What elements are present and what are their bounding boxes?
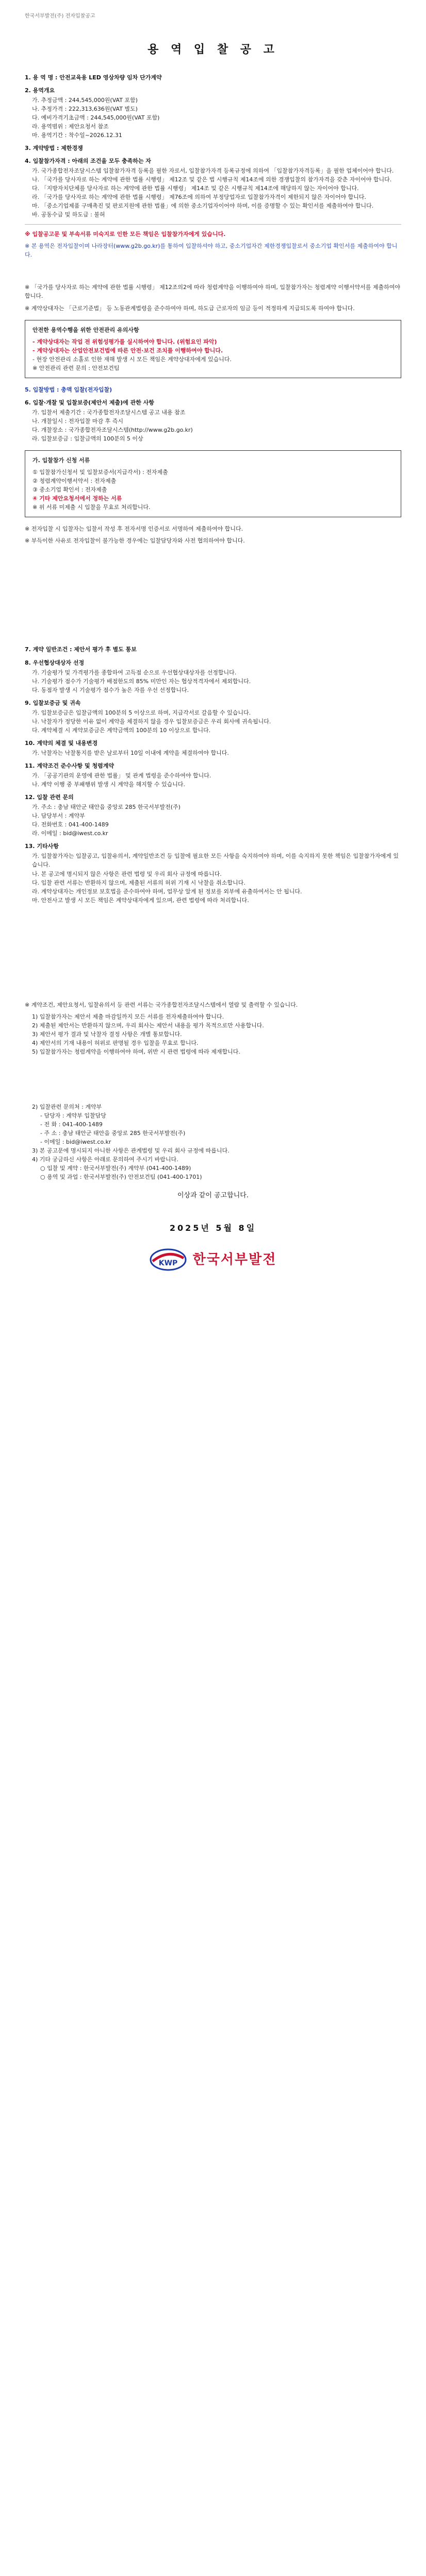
- section-5-6: [25, 385, 401, 443]
- contract-heading: 10. 계약의 체결 및 내용변경: [25, 739, 98, 747]
- qualification-item: 라. 「국가를 당사자로 하는 계약에 관한 법률 시행령」 제76조에 의하여 부정당업자로 입찰참가자격이 제한되지 않은 자이어야 합니다.: [32, 194, 366, 201]
- kwp-logo-icon: [150, 1248, 187, 1272]
- qualification-item: 다. 「지방자치단체를 당사자로 하는 계약에 관한 법률 시행령」 제14조 및 같은 시행규칙 제14조에 해당하지 않는 자이어야 합니다.: [32, 185, 359, 192]
- qualification-item: 나. 「국가를 당사자로 하는 계약에 관한 법률 시행령」 제12조 및 같은 법 시행규칙 제14조에 의한 경쟁입찰의 참가자격을 갖춘 자이어야 합니다.: [32, 176, 392, 183]
- overview-line: 다. 예비가격기초금액 : 244,545,000원(VAT 포함): [32, 114, 160, 121]
- bid-method: 5. 입찰방법 : 총액 입찰(전자입찰): [25, 386, 112, 393]
- deposit-line: 가. 입찰보증금은 입찰금액의 100분의 5 이상으로 하며, 지급각서로 갈음할 수 있습니다.: [32, 709, 251, 716]
- general-terms: 7. 계약 일반조건 : 제안서 평가 후 별도 통보: [25, 646, 137, 653]
- qualification-item: 마. 「중소기업제품 구매촉진 및 판로지원에 관한 법률」에 의한 중소기업자이어야 하며, 이를 증명할 수 있는 확인서를 제출하여야 합니다.: [32, 202, 374, 210]
- safety-line: - 계약상대자는 산업안전보건법에 따른 안전·보건 조치를 이행하여야 합니다.: [32, 347, 223, 354]
- service-name: 1. 용 역 명 : 안전교육용 LED 영상차량 임차 단가계약: [25, 74, 162, 81]
- inquiry-title: 2) 입찰관련 문의처 : 계약부: [32, 1103, 102, 1110]
- e-bid-note: ※ 전자입찰 시 입찰자는 입찰서 작성 후 전자서명 인증서로 서명하여 제출하여야 합니다.: [25, 526, 243, 533]
- inquiry-line: - 이메일 : bid@iwest.co.kr: [40, 1139, 111, 1146]
- safety-line: - 계약상대자는 작업 전 위험성평가를 실시하여야 합니다. (위험요인 파악): [32, 338, 217, 345]
- contact-line: 가. 주소 : 충남 태안군 태안읍 중앙로 285 한국서부발전(주): [32, 804, 181, 811]
- page-title: 용 역 입 찰 공 고: [148, 43, 278, 56]
- inquiry-line: - 전 화 : 041-400-1489: [40, 1121, 103, 1128]
- final-item: 5) 입찰참가자는 청렴계약을 이행하여야 하며, 위반 시 관련 법령에 따라 제재합니다.: [32, 1048, 240, 1055]
- etc-line: 가. 입찰참가자는 입찰공고, 입찰유의서, 계약일반조건 등 입찰에 필요한 모든 사항을 숙지하여야 하며, 이를 숙지하지 못한 책임은 입찰참가자에게 있습니다.: [32, 853, 399, 869]
- bid-line: 나. 개찰일시 : 전자입찰 마감 후 즉시: [32, 417, 123, 425]
- compliance-line: 가. 「공공기관의 운영에 관한 법률」 및 관계 법령을 준수하여야 합니다.: [32, 772, 211, 779]
- etc-line: 마. 안전사고 발생 시 모든 책임은 계약상대자에게 있으며, 관련 법령에 따라 처리합니다.: [32, 896, 249, 904]
- after-line: ○ 용역 및 과업 : 한국서부발전(주) 안전보건팀 (041-400-1701): [40, 1174, 202, 1181]
- deposit-line: 다. 계약체결 시 계약보증금은 계약금액의 100분의 10 이상으로 합니다.: [32, 726, 211, 734]
- company-name: 한국서부발전: [192, 1252, 277, 1268]
- section-7-13: [25, 645, 401, 904]
- document-item: ② 청렴계약이행서약서 : 전자제출: [32, 478, 117, 485]
- final-item: 3) 제안서 평가 결과 및 낙찰자 결정 사항은 개별 통보합니다.: [32, 1030, 182, 1038]
- overview-line: 가. 추정금액 : 244,545,000원(VAT 포함): [32, 96, 138, 104]
- contact-line: 나. 담당부서 : 계약부: [32, 812, 85, 820]
- inquiry-line: - 담당자 : 계약부 입찰담당: [40, 1112, 106, 1120]
- after-line: 3) 본 공고문에 명시되지 아니한 사항은 관계법령 및 우리 회사 규정에 따릅니다.: [32, 1147, 230, 1155]
- bid-line: 다. 개찰장소 : 국가종합전자조달시스템(http://www.g2b.go.kr): [32, 427, 193, 433]
- overview-line: 나. 추정가격 : 222,313,636원(VAT 별도): [32, 105, 138, 112]
- notice-red: ※ 입찰공고문 및 부속서류 미숙지로 인한 모든 책임은 입찰참가자에게 있습니다.: [25, 231, 226, 238]
- qualification-item: 바. 공동수급 및 하도급 : 불허: [32, 211, 105, 218]
- overview-line: 라. 용역범위 : 제안요청서 참조: [32, 123, 109, 130]
- final-item: 1) 입찰참가자는 제안서 제출 마감일까지 모든 서류를 전자제출하여야 합니다.: [32, 1013, 224, 1020]
- safety-line: - 현장 안전관리 소홀로 인한 재해 발생 시 모든 책임은 계약상대자에게 있습니다.: [32, 355, 232, 363]
- final-item: 2) 제출된 제안서는 반환하지 않으며, 우리 회사는 제안서 내용을 평가 목적으로만 사용합니다.: [32, 1022, 264, 1029]
- document-item: ① 입찰참가신청서 및 입찰보증서(지급각서) : 전자제출: [32, 469, 168, 476]
- announcement-date: 2025년 5월 8일: [169, 1223, 257, 1233]
- document-item: ③ 중소기업 확인서 : 전자제출: [32, 486, 107, 494]
- etc-line: 다. 입찰 관련 서류는 반환하지 않으며, 제출된 서류의 허위 기재 시 낙찰을 취소합니다.: [32, 879, 245, 886]
- priority-line: 가. 기술평가 및 가격평가를 종합하여 고득점 순으로 우선협상대상자를 선정합니다.: [32, 669, 237, 676]
- safety-line: ※ 안전관리 관련 문의 : 안전보건팀: [32, 364, 120, 371]
- documents-box-title: 가. 입찰참가 신청 서류: [32, 457, 90, 464]
- document-item: ④ 기타 제안요청서에서 정하는 서류: [32, 495, 122, 502]
- divider: [25, 224, 401, 225]
- after-line: 4) 기타 궁금하신 사항은 아래로 문의하여 주시기 바랍니다.: [32, 1156, 178, 1163]
- documents-box: [25, 450, 401, 517]
- overview-heading: 2. 용역개요: [25, 87, 55, 94]
- contact-heading: 12. 입찰 관련 문의: [25, 794, 74, 801]
- deposit-heading: 9. 입찰보증금 및 귀속: [25, 699, 81, 706]
- qualification-heading: 4. 입찰참가자격 : 아래의 조건을 모두 충족하는 자: [25, 157, 151, 164]
- contact-line: 다. 전화번호 : 041-400-1489: [32, 821, 109, 828]
- inquiry-line: - 주 소 : 충남 태안군 태안읍 중앙로 285 한국서부발전(주): [40, 1130, 186, 1137]
- contact-line: 라. 이메일 : bid@iwest.co.kr: [32, 830, 108, 837]
- etc-line: 라. 계약상대자는 개인정보 보호법을 준수하여야 하며, 업무상 알게 된 정보를 외부에 유출하여서는 안 됩니다.: [32, 888, 302, 895]
- final-item: 4) 제안서의 기재 내용이 허위로 판명될 경우 입찰을 무효로 합니다.: [32, 1039, 199, 1046]
- org-header: 한국서부발전(주) 전자입찰공고: [25, 13, 95, 19]
- priority-line: 나. 기술평가 점수가 기술평가 배점한도의 85% 미만인 자는 협상적격자에서 제외합니다.: [32, 677, 251, 685]
- overview-line: 마. 용역기간 : 착수일~2026.12.31: [32, 131, 122, 139]
- e-bid-note: ※ 부득이한 사유로 전자입찰이 불가능한 경우에는 입찰담당자와 사전 협의하여야 합니다.: [25, 537, 245, 545]
- safety-box-title: 안전한 용역수행을 위한 안전관리 유의사항: [32, 326, 139, 333]
- after-line: ○ 입찰 및 계약 : 한국서부발전(주) 계약부 (041-400-1489): [40, 1165, 191, 1172]
- contract-method: 3. 계약방법 : 제한경쟁: [25, 144, 83, 151]
- labor-notice: ※ 계약상대자는 「근로기준법」 등 노동관계법령을 준수하여야 하며, 하도급 근로자의 임금 등이 적정하게 지급되도록 하여야 합니다.: [25, 304, 355, 312]
- section-14: [25, 1001, 401, 1182]
- closing-statement: 이상과 같이 공고합니다.: [177, 1192, 249, 1200]
- company-logo: [25, 1248, 401, 1272]
- bid-line: 가. 입찰서 제출기간 : 국가종합전자조달시스템 공고 내용 참조: [32, 409, 186, 416]
- section-1: [25, 73, 401, 219]
- compliance-line: 나. 계약 이행 중 부패행위 발생 시 계약을 해지할 수 있습니다.: [32, 781, 185, 788]
- priority-line: 다. 동점자 발생 시 기술평가 점수가 높은 자를 우선 선정합니다.: [32, 686, 189, 693]
- docs-note: ※ 계약조건, 제안요청서, 입찰유의서 등 관련 서류는 국가종합전자조달시스템에서 열람 및 출력할 수 있습니다.: [25, 1001, 298, 1008]
- bid-open-heading: 6. 입찰·개찰 및 입찰보증(제안서 제출)에 관한 사항: [25, 399, 154, 406]
- priority-heading: 8. 우선협상대상자 선정: [25, 659, 85, 666]
- deposit-line: 나. 낙찰자가 정당한 이유 없이 계약을 체결하지 않을 경우 입찰보증금은 우리 회사에 귀속됩니다.: [32, 718, 271, 725]
- notice-blue: ※ 본 용역은 전자입찰이며 나라장터(www.g2b.go.kr)를 통하여 입찰하셔야 하고, 중소기업자간 제한경쟁입찰로서 중소기업 확인서를 제출하여야 합니다.: [25, 243, 398, 259]
- qualification-item: 가. 국가종합전자조달시스템 입찰참가자격 등록을 필한 자로서, 입찰참가자격 등록규정에 의하여 「입찰참가자격등록」을 필한 업체이어야 합니다.: [32, 167, 394, 175]
- contract-line: 가. 낙찰자는 낙찰통지를 받은 날로부터 10일 이내에 계약을 체결하여야 합니다.: [32, 749, 229, 756]
- logo-text: KWP: [158, 1259, 177, 1268]
- etc-line: 나. 본 공고에 명시되지 않은 사항은 관련 법령 및 우리 회사 규정에 따릅니다.: [32, 870, 222, 877]
- document-item: ※ 위 서류 미제출 시 입찰을 무효로 처리합니다.: [32, 504, 151, 511]
- safety-box: [25, 320, 401, 378]
- integrity-notice: ※ 「국가를 당사자로 하는 계약에 관한 법률 시행령」 제12조의2에 따라 청렴계약을 이행하여야 하며, 입찰참가자는 청렴계약 이행서약서를 제출하여야 합니다.: [25, 284, 400, 300]
- bid-line: 라. 입찰보증금 : 입찰금액의 100분의 5 이상: [32, 435, 143, 443]
- etc-heading: 13. 기타사항: [25, 843, 59, 850]
- compliance-heading: 11. 계약조건 준수사항 및 청렴계약: [25, 762, 114, 769]
